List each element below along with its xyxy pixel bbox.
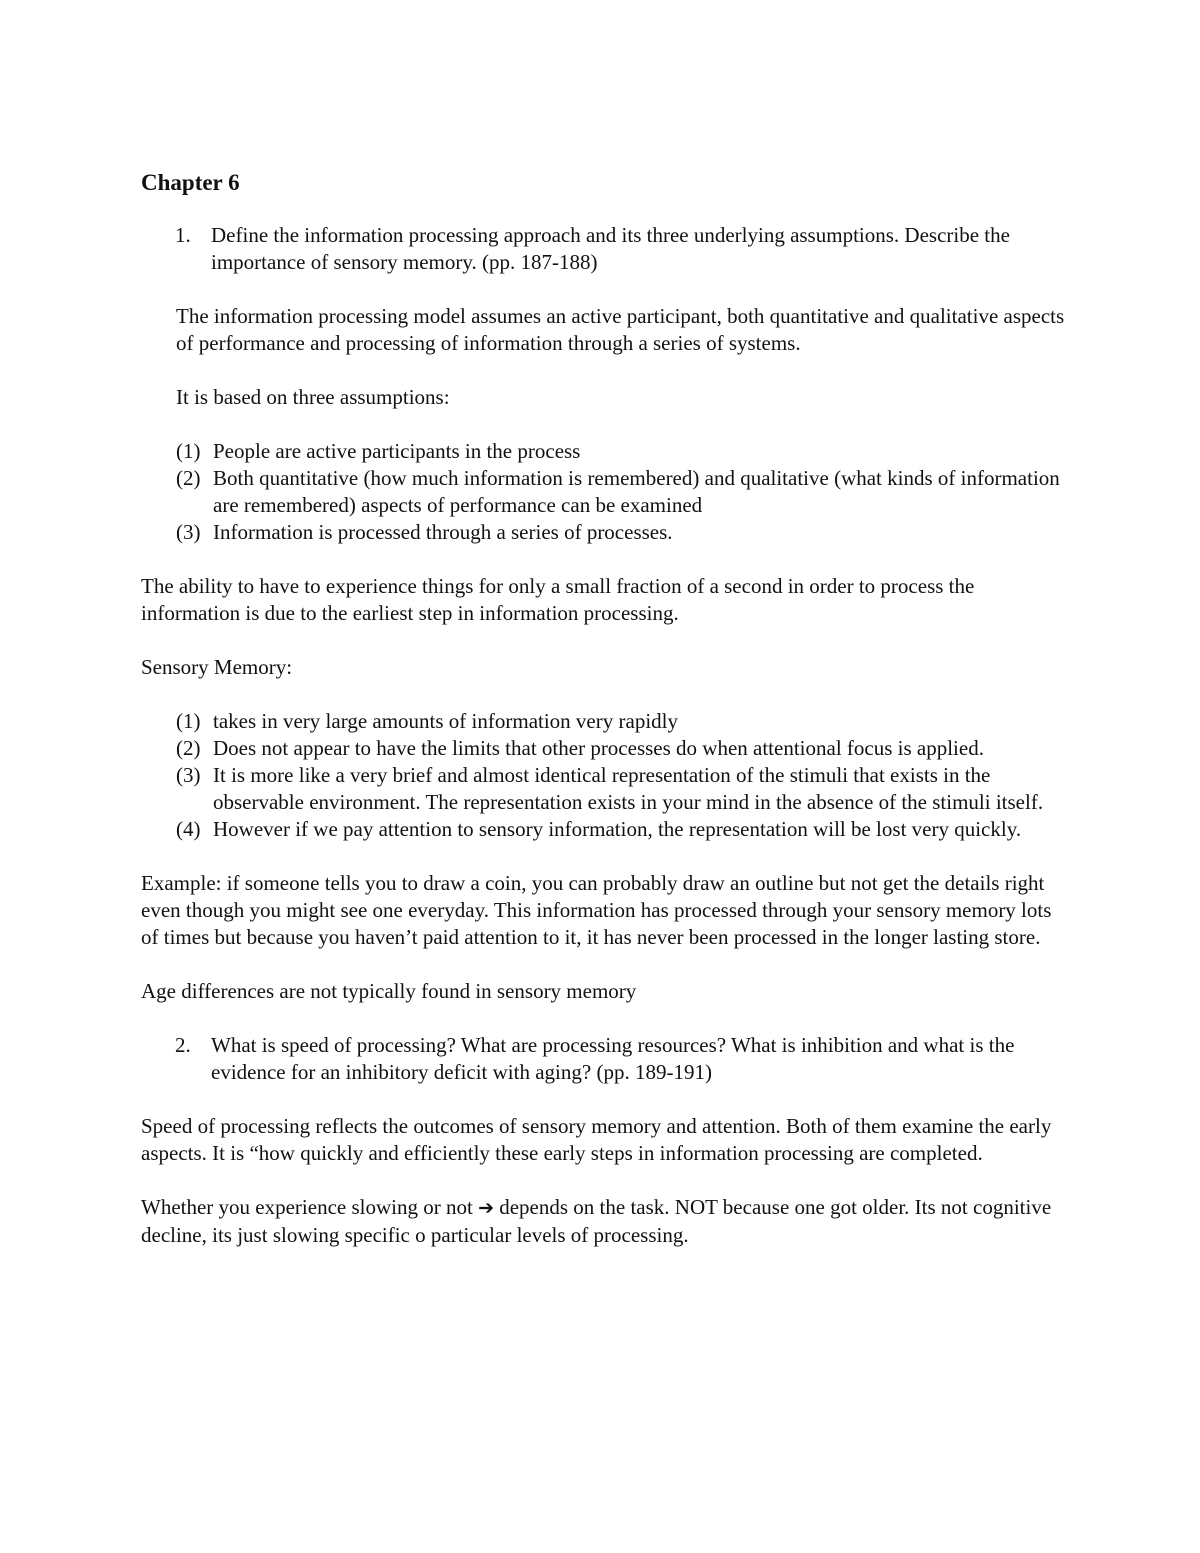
list-item-text: However if we pay attention to sensory information, the representation will be lost very quickly. <box>213 817 1022 841</box>
list-item <box>176 438 1071 465</box>
list-item <box>176 519 1071 546</box>
list-item <box>176 735 1071 762</box>
list-item-text: Both quantitative (how much information is remembered) and qualitative (what kinds of information are remembered) aspects of performance can be examined <box>213 466 1060 517</box>
assumptions-intro: It is based on three assumptions: <box>176 385 450 409</box>
list-item-number: (1) <box>176 439 201 463</box>
ability-paragraph: The ability to have to experience things for only a small fraction of a second in order to process the information is due to the earliest step in information processing. <box>141 574 975 625</box>
list-item-number: (3) <box>176 763 201 787</box>
list-item-text: Information is processed through a series of processes. <box>213 520 673 544</box>
age-differences-paragraph: Age differences are not typically found in sensory memory <box>141 979 637 1003</box>
slowing-text-end: depends on the task. NOT because one got older. Its not cognitive decline, its just slowing specific o particular levels of processing. <box>141 1195 1052 1247</box>
list-item-number: (2) <box>176 466 201 490</box>
right-arrow-icon: ➔ <box>478 1197 494 1219</box>
sensory-memory-heading: Sensory Memory: <box>141 655 293 679</box>
list-item-number: (1) <box>176 709 201 733</box>
sensory-memory-list <box>176 708 1071 843</box>
question-1-text: Define the information processing approach and its three underlying assumptions. Describe the importance of sensory memory. (pp. 187-188) <box>211 223 1010 274</box>
question-2 <box>141 1032 1071 1086</box>
example-paragraph: Example: if someone tells you to draw a coin, you can probably draw an outline but not get the details right even though you might see one everyday. This information has processed through your sensory memory lots of times but because you haven’t paid attention to it, it has never been processed in the longer lasting store. <box>141 871 1052 949</box>
question-1 <box>141 222 1071 276</box>
list-item-text: People are active participants in the process <box>213 439 581 463</box>
model-paragraph: The information processing model assumes an active participant, both quantitative and qualitative aspects of performance and processing of information through a series of systems. <box>176 304 1065 355</box>
list-item <box>176 465 1071 519</box>
list-item <box>176 816 1071 843</box>
list-item-number: (3) <box>176 520 201 544</box>
document-page <box>141 168 1071 1276</box>
slowing-paragraph <box>141 1194 1071 1249</box>
list-item-text: It is more like a very brief and almost identical representation of the stimuli that exists in the observable environment. The representation exists in your mind in the absence of the stimuli itself. <box>213 763 1044 814</box>
speed-paragraph: Speed of processing reflects the outcomes of sensory memory and attention. Both of them examine the early aspects. It is “how quickly and efficiently these early steps in information processing are completed. <box>141 1114 1052 1165</box>
list-item-text: Does not appear to have the limits that other processes do when attentional focus is applied. <box>213 736 984 760</box>
list-item-number: (4) <box>176 817 201 841</box>
chapter-title: Chapter 6 <box>141 170 240 195</box>
question-2-text: What is speed of processing? What are processing resources? What is inhibition and what is the evidence for an inhibitory deficit with aging? (pp. 189-191) <box>211 1033 1015 1084</box>
assumptions-list <box>176 438 1071 546</box>
list-item <box>176 708 1071 735</box>
question-2-number: 2. <box>175 1033 191 1057</box>
slowing-text-start: Whether you experience slowing or not <box>141 1195 479 1219</box>
question-1-number: 1. <box>175 223 191 247</box>
list-item-number: (2) <box>176 736 201 760</box>
list-item-text: takes in very large amounts of information very rapidly <box>213 709 678 733</box>
list-item <box>176 762 1071 816</box>
